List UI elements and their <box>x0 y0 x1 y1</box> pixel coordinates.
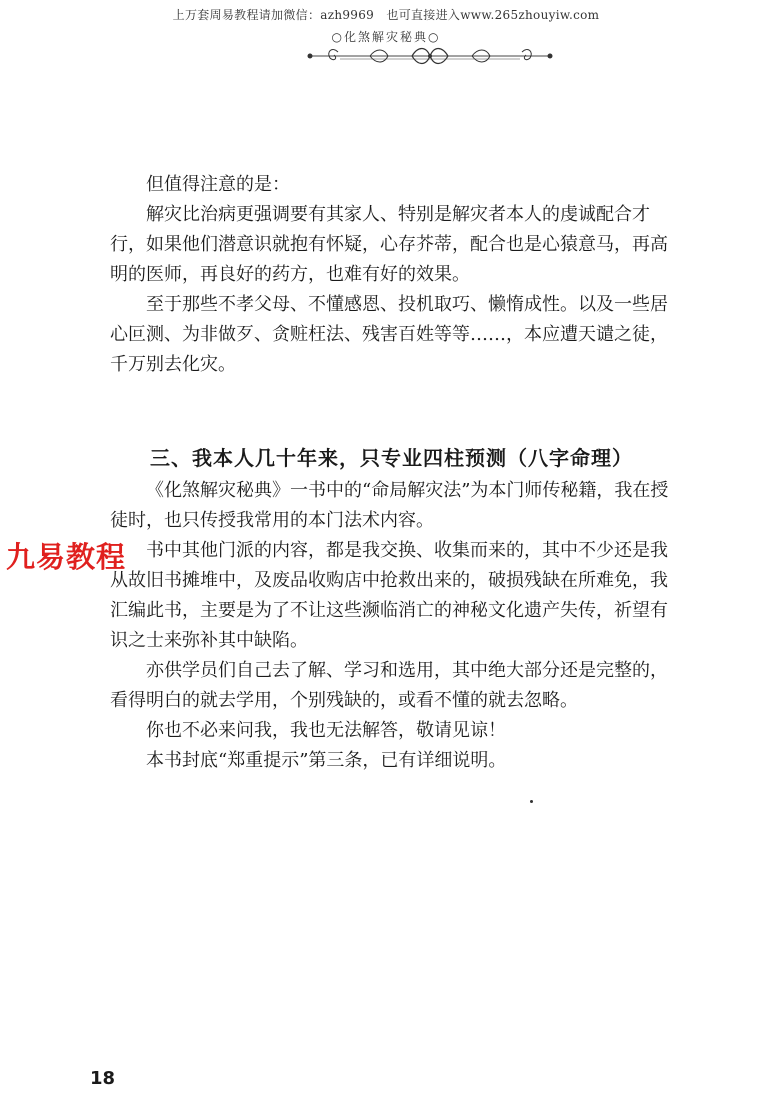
section-heading: 三、我本人几十年来，只专业四柱预测（八字命理） <box>150 446 633 470</box>
top-note: 上万套周易教程请加微信：azh9969 也可直接进入www.265zhouyiw.com <box>172 8 600 22</box>
paragraph: 但值得注意的是： <box>146 174 290 195</box>
paragraph: 本书封底“郑重提示”第三条，已有详细说明。 <box>146 750 507 771</box>
paragraph: 解灾比治病更强调要有其家人、特别是解灾者本人的虔诚配合才行，如果他们潜意识就抱有怀疑，心存芥蒂，配合也是心猿意马，再高明的医师，再良好的药方，也难有好的效果。 <box>110 204 668 285</box>
paragraph: 亦供学员们自己去了解、学习和选用，其中绝大部分还是完整的，看得明白的就去学用，个别残缺的，或看不懂的就去忽略。 <box>110 660 668 711</box>
running-head: ○化煞解灾秘典○ <box>331 30 441 44</box>
watermark-logo: 九易教程 <box>6 540 127 574</box>
paragraph: 至于那些不孝父母、不懂感恩、投机取巧、懒惰成性。以及一些居心叵测、为非做歹、贪赃枉法、残害百姓等等……，本应遭天谴之徒，千万别去化灾。 <box>110 294 668 375</box>
ornament-divider <box>300 42 560 70</box>
page-number: 18 <box>90 1068 116 1089</box>
paragraph: 你也不必来问我，我也无法解答，敬请见谅！ <box>146 720 506 741</box>
section-2-text <box>110 476 675 776</box>
speck <box>530 800 533 803</box>
paragraph: 《化煞解灾秘典》一书中的“命局解灾法”为本门师传秘籍，我在授徒时，也只传授我常用的本门法术内容。 <box>110 480 669 531</box>
paragraph: 书中其他门派的内容，都是我交换、收集而来的，其中不少还是我从故旧书摊堆中，及废品收购店中抢救出来的，破损残缺在所难免，我汇编此书，主要是为了不让这些濒临消亡的神秘文化遗产失传，祈望有识之士来弥补其中缺陷。 <box>110 540 668 651</box>
section-1-text <box>110 170 675 380</box>
